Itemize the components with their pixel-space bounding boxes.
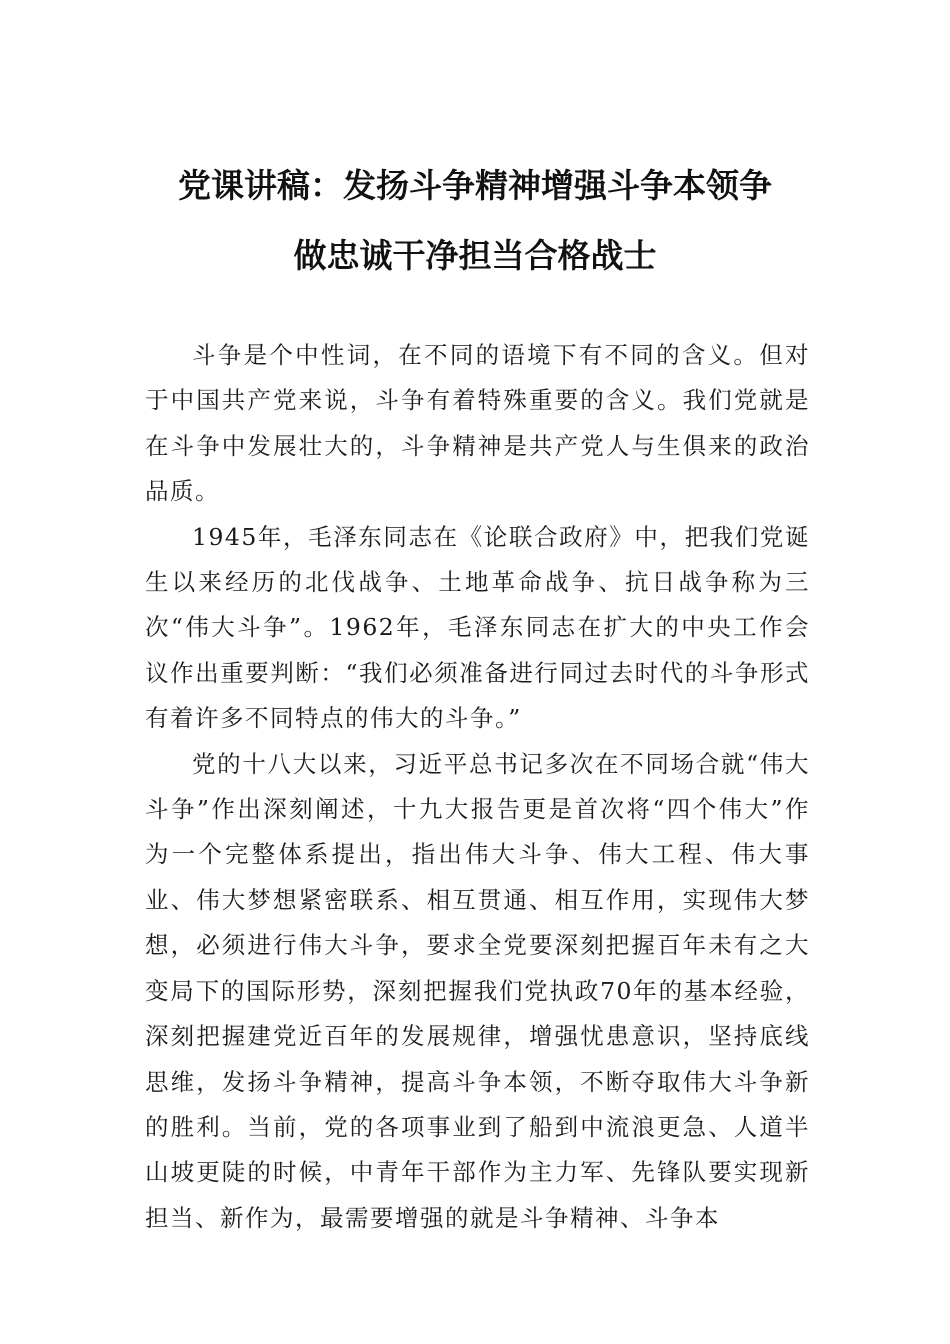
paragraph-1: 斗争是个中性词，在不同的语境下有不同的含义。但对于中国共产党来说，斗争有着特殊重要的含义。我们党就是在斗争中发展壮大的，斗争精神是共产党人与生俱来的政治品质。: [145, 341, 810, 506]
paragraph-3: 党的十八大以来，习近平总书记多次在不同场合就“伟大斗争”作出深刻阐述，十九大报告更是首次将“四个伟大”作为一个完整体系提出，指出伟大斗争、伟大工程、伟大事业、伟大梦想紧密联系、相互贯通、相互作用，实现伟大梦想，必须进行伟大斗争，要求全党要深刻把握百年未有之大变局下的国际形势，深刻把握我们党执政70年的基本经验，深刻把握建党近百年的发展规律，增强忧患意识，坚持底线思维，发扬斗争精神，提高斗争本领，不断夺取伟大斗争新的胜利。当前，党的各项事业到了船到中流浪更急、人道半山坡更陡的时候，中青年干部作为主力军、先锋队要实现新担当、新作为，最需要增强的就是斗争精神、斗争本: [145, 749, 810, 1232]
document-title-line-2: 做忠诚干净担当合格战士: [293, 236, 657, 275]
document-body: [145, 333, 810, 1241]
paragraph-2: 1945年，毛泽东同志在《论联合政府》中，把我们党诞生以来经历的北伐战争、土地革命战争、抗日战争称为三次“伟大斗争”。1962年，毛泽东同志在扩大的中央工作会议作出重要判断：“我们必须准备进行同过去时代的斗争形式有着许多不同特点的伟大的斗争。”: [145, 522, 810, 733]
document-title-line-1: 党课讲稿：发扬斗争精神增强斗争本领争: [178, 166, 772, 205]
